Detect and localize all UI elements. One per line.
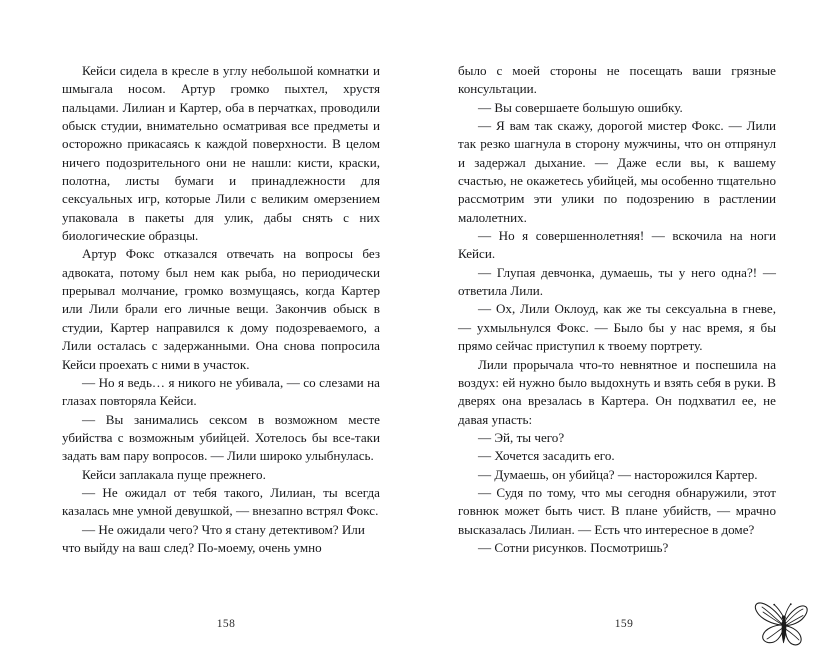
paragraph: — Вы совершаете большую ошибку. bbox=[478, 99, 683, 115]
paragraph: — Не ожидал от тебя такого, Лилиан, ты всегда казалась мне умной девушкой, — внезапно встрял Фокс. bbox=[62, 484, 380, 519]
paragraph: — Вы занимались сексом в возможном месте убийства с возможным убийцей. Хотелось бы все-таки задать вам пару вопросов. — Лили широко улыбнулась. bbox=[62, 411, 380, 464]
paragraph: Кейси сидела в кресле в углу небольшой комнатки и шмыгала носом. Артур громко пыхтел, хрустя пальцами. Лилиан и Картер, оба в перчатках, проводили обыск студии, внимательно осматривая все предметы и осторожно прикасаясь к каждой поверхности. В целом ничего подозрительного они не нашли: кисти, краски, полотна, листы бумаги и принадлежности для сексуальных игр, которые Лили с великим омерзением упаковала в пакеты для улик, дабы снять с них биологические образцы. bbox=[62, 63, 380, 244]
paragraph: — Хочется засадить его. bbox=[478, 448, 615, 464]
paragraph: Артур Фокс отказался отвечать на вопросы без адвоката, потому был нем как рыба, но периодически прерывал молчание, громко возмущаясь, когда Картер или Лили брали его личные вещи. Закончив обыск в студии, Картер направился к дому подозреваемого, а Лили осталась с задержанными. Она снова попросила Кейси проехать с ними в участок. bbox=[62, 246, 380, 372]
paragraph: — Судя по тому, что мы сегодня обнаружили, этот говнюк может быть чист. В плане убийств, — мрачно высказалась Лилиан. — Есть что интересное в доме? bbox=[458, 484, 776, 537]
paragraph: — Не ожидали чего? Что я стану детективом? Или что выйду на ваш след? По-моему, очень умно bbox=[62, 521, 365, 555]
paragraph: — Но я ведь… я никого не убивала, — со слезами на глазах повторяла Кейси. bbox=[62, 374, 380, 409]
paragraph: — Думаешь, он убийца? — насторожился Картер. bbox=[478, 466, 758, 482]
paragraph: — Эй, ты чего? bbox=[478, 429, 565, 445]
paragraph: — Но я совершеннолетняя! — вскочила на ноги Кейси. bbox=[458, 228, 776, 262]
paragraph: Кейси заплакала пуще прежнего. bbox=[82, 466, 266, 482]
paragraph: — Ох, Лили Оклоуд, как же ты сексуальна в гневе, — ухмыльнулся Фокс. — Было бы у нас время, я бы прямо сейчас приступил к твоему портрету. bbox=[458, 301, 776, 354]
paragraph: — Я вам так скажу, дорогой мистер Фокс. — Лили так резко шагнула в сторону мужчины, что он отпрянул и задержал дыхание. — Даже если вы, к вашему счастью, не окажетесь убийцей, мы особенно тщательно рассмотрим эти улики по подозрению в растлении малолетних. bbox=[458, 118, 776, 225]
page-number-left: 158 bbox=[216, 618, 236, 630]
right-page-text-block bbox=[458, 62, 776, 557]
paragraph: — Сотни рисунков. Посмотришь? bbox=[478, 539, 669, 555]
left-page-text-block bbox=[62, 62, 380, 557]
butterfly-icon bbox=[750, 600, 812, 650]
paragraph: — Глупая девчонка, думаешь, ты у него одна?! — ответила Лили. bbox=[458, 264, 776, 299]
paragraph: Лили прорычала что-то невнятное и поспешила на воздух: ей нужно было выдохнуть и взять себя в руки. В дверях она врезалась в Картера. Он подхватил ее, не давая упасть: bbox=[458, 356, 776, 427]
paragraph: было с моей стороны не посещать ваши грязные консультации. bbox=[458, 63, 776, 97]
page-right bbox=[410, 0, 820, 656]
page-number-right: 159 bbox=[614, 618, 634, 630]
